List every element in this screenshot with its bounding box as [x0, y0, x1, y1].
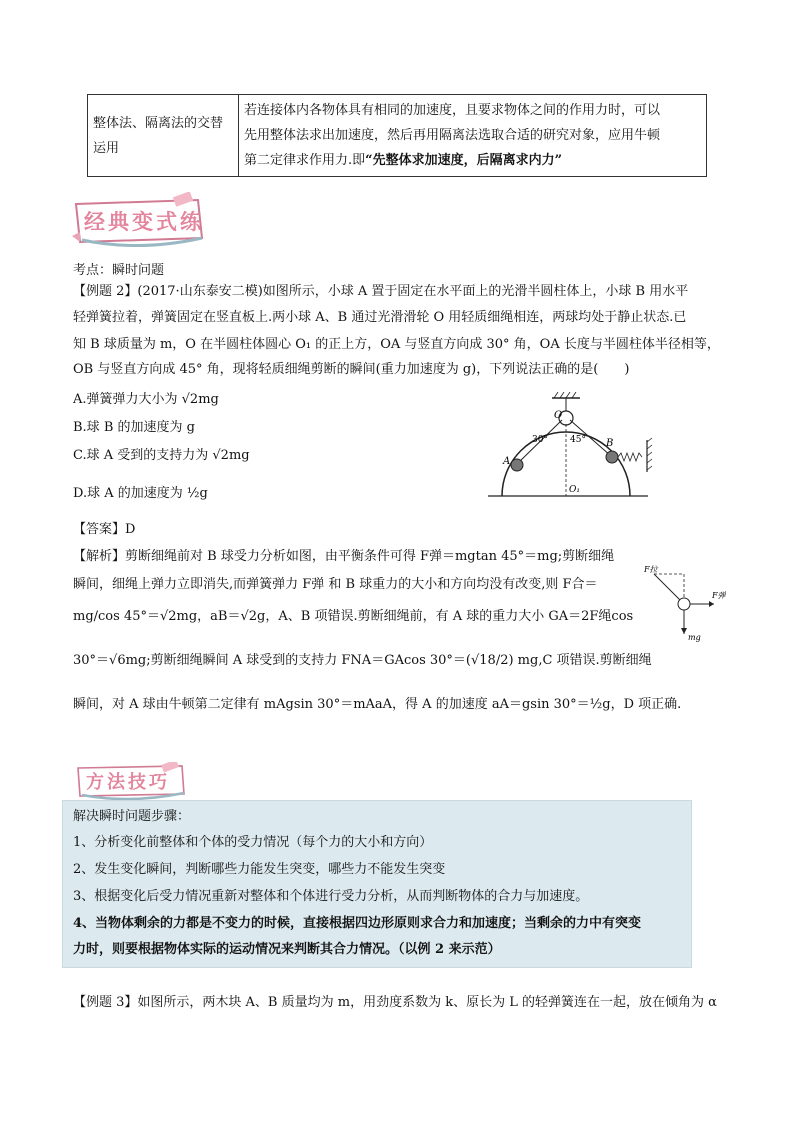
label-f-tension: F拉 [644, 565, 658, 574]
table-right-line2: 先用整体法求出加速度，然后再用隔离法选取合适的研究对象，应用牛顿 [244, 128, 661, 143]
tips-box [62, 800, 692, 968]
ball-b-icon [606, 451, 618, 463]
label-o1: O₁ [569, 485, 580, 495]
option-d: D.球 A 的加速度为 ½g [73, 486, 208, 501]
label-mg: mg [688, 633, 701, 642]
tips-step1: 1、分析变化前整体和个体的受力情况（每个力的大小和方向） [73, 835, 433, 850]
analysis-line1: 【解析】剪断细绳前对 B 球受力分析如图，由平衡条件可得 F弹＝mgtan 45°＝mg;剪断细绳 [73, 549, 615, 564]
example2-line3: 知 B 球质量为 m，O 在半圆柱体圆心 O₁ 的正上方，OA 与竖直方向成 30° 角，OA 长度与半圆柱体半径相等， [73, 337, 720, 352]
analysis-line2: 瞬间，细绳上弹力立即消失,而弹簧弹力 F弹 和 B 球重力的大小和方向均没有改变,则 F合＝ [73, 577, 598, 592]
option-b: B.球 B 的加速度为 g [73, 420, 195, 435]
label-a: A [503, 456, 511, 467]
banner-title: 经典变式练 [84, 209, 204, 234]
option-c: C.球 A 受到的支持力为 √2mg [73, 448, 250, 463]
example2-figure [488, 392, 658, 502]
tips-step4b: 力时，则要根据物体实际的运动情况来判断其合力情况。（以例 2 来示范） [73, 942, 501, 957]
method-tips-banner [70, 762, 200, 802]
classic-practice-banner [70, 192, 220, 248]
force-diagram [640, 562, 735, 644]
analysis-line5: 瞬间，对 A 球由牛顿第二定律有 mAgsin 30°＝mAaA，得 A 的加速度 aA＝gsin 30°＝½g，D 项正确. [73, 697, 682, 712]
analysis-line3: mg/cos 45°＝√2mg，aB＝√2g，A、B 项错误.剪断细绳前，有 A 球的重力大小 GA＝2F绳cos [73, 609, 634, 624]
kaodian: 考点：瞬时问题 [73, 263, 165, 278]
rule-table [87, 94, 707, 177]
label-30: 30° [532, 435, 548, 445]
label-b: B [606, 438, 614, 449]
label-f-spring: F弹 [712, 591, 726, 600]
analysis-line4: 30°＝√6mg;剪断细绳瞬间 A 球受到的支持力 FNA＝GAcos 30°＝(√18/2) mg,C 项错误.剪断细绳 [73, 653, 652, 668]
option-a: A.弹簧弹力大小为 √2mg [73, 392, 219, 407]
example2-line4: OB 与竖直方向成 45° 角，现将轻质细绳剪断的瞬间(重力加速度为 g)，下列说法正确的是( ) [73, 362, 630, 377]
ball-a-icon [511, 459, 523, 471]
table-right-line3: 第二定律求作用力.即“先整体求加速度，后隔离求内力” [244, 153, 563, 168]
label-45: 45° [570, 435, 586, 445]
table-left-cell: 整体法、隔离法的交替运用 [88, 95, 239, 177]
table-right-line1: 若连接体内各物体具有相同的加速度，且要求物体之间的作用力时，可以 [244, 103, 661, 118]
tips-step2: 2、发生变化瞬间，判断哪些力能发生突变，哪些力不能发生突变 [73, 862, 446, 877]
example2-line1: 【例题 2】(2017·山东泰安二模)如图所示，小球 A 置于固定在水平面上的光滑半圆柱体上，小球 B 用水平 [73, 284, 689, 299]
tips-step4a: 4、当物体剩余的力都是不变力的时候，直接根据四边形原则求合力和加速度；当剩余的力中有突变 [73, 916, 642, 931]
banner2-title: 方法技巧 [86, 772, 170, 793]
label-o: O [554, 410, 563, 421]
example3-line1: 【例题 3】如图所示，两木块 A、B 质量均为 m，用劲度系数为 k、原长为 L 的轻弹簧连在一起，放在倾角为 α [73, 995, 717, 1010]
tips-heading: 解决瞬时问题步骤： [73, 809, 191, 824]
example2-line2: 轻弹簧拉着，弹簧固定在竖直板上.两小球 A、B 通过光滑滑轮 O 用轻质细绳相连，两球均处于静止状态.已 [73, 310, 687, 325]
ball-icon [678, 598, 690, 610]
tips-step3: 3、根据变化后受力情况重新对整体和个体进行受力分析，从而判断物体的合力与加速度。 [73, 889, 589, 904]
spring-icon [618, 453, 642, 461]
table-right-cell [239, 95, 707, 177]
answer: 【答案】D [73, 522, 136, 537]
